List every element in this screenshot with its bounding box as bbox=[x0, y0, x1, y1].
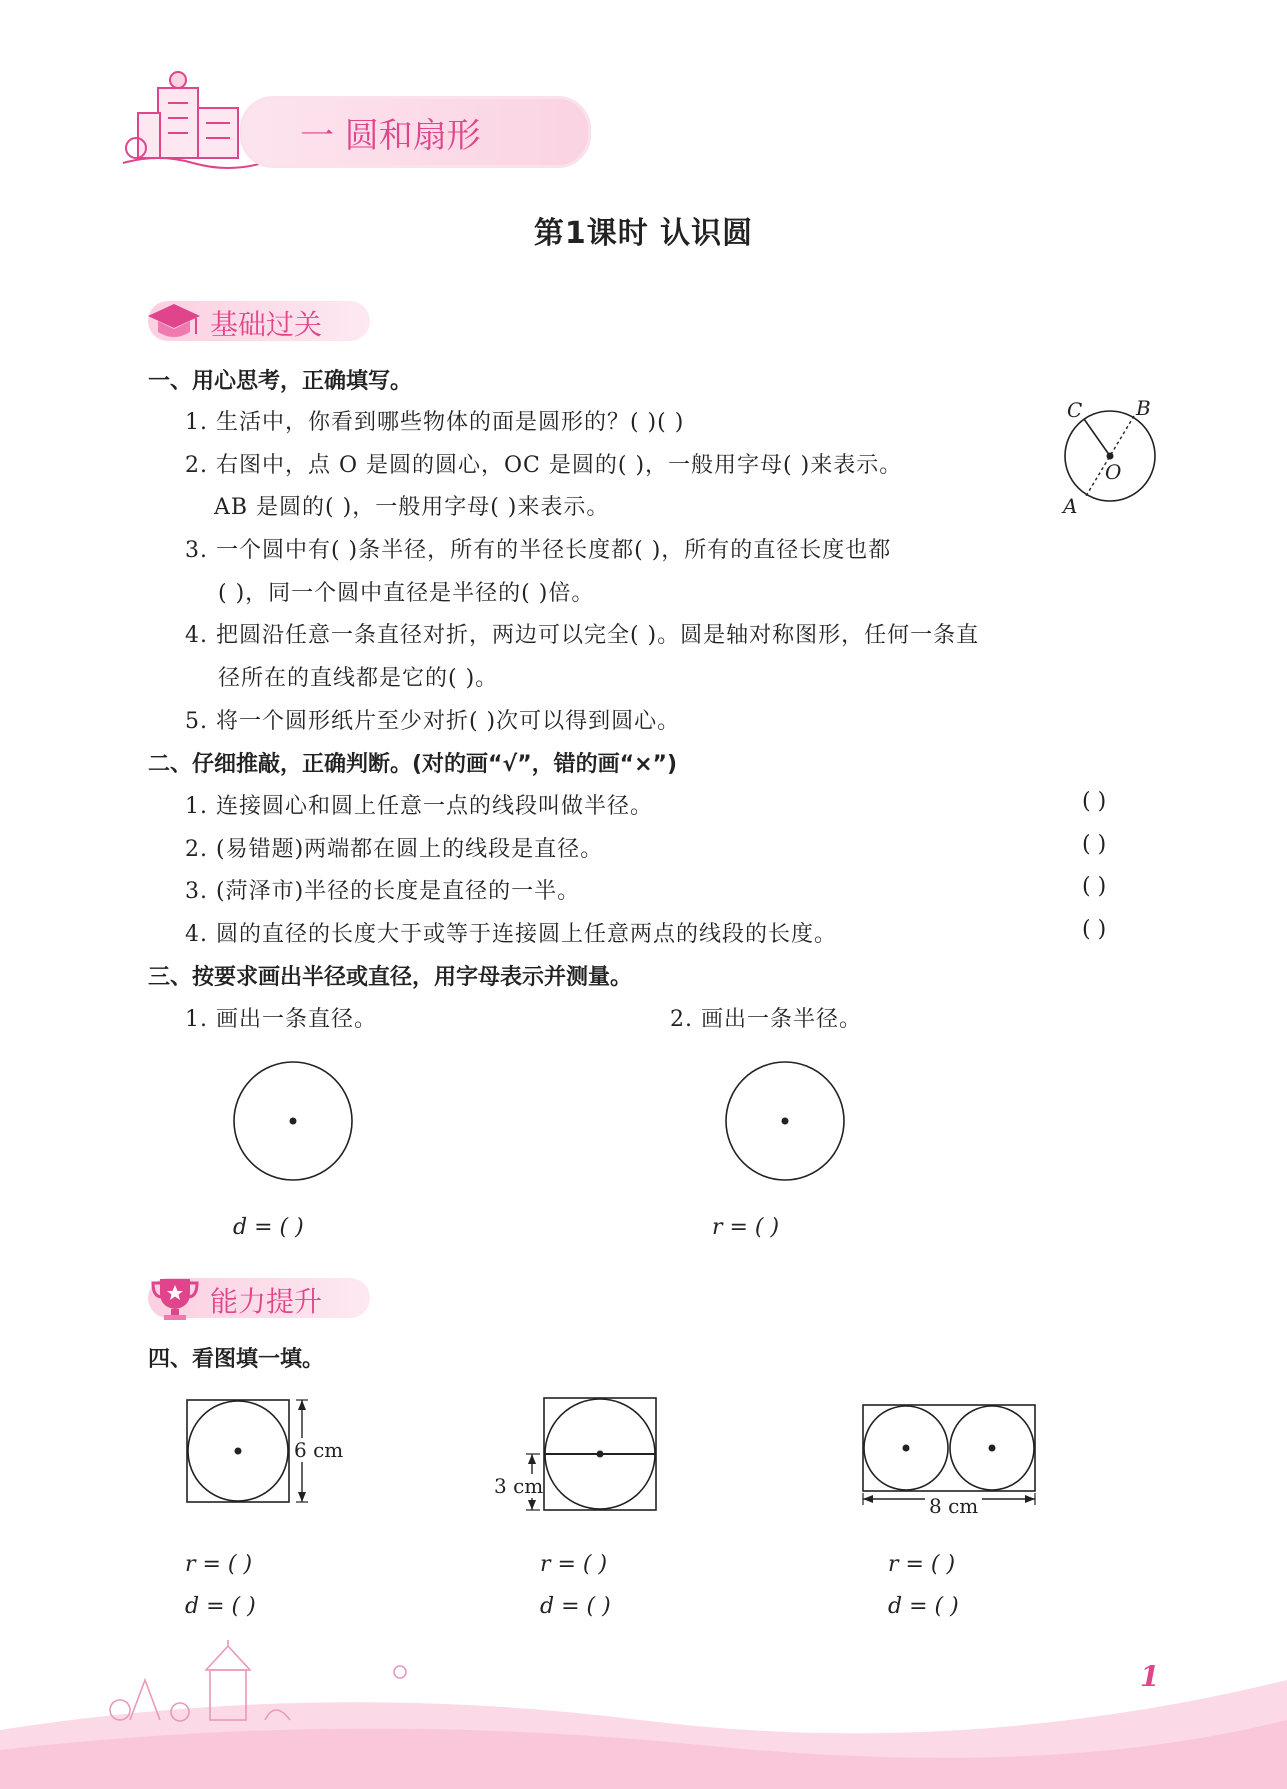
draw-task-1: 1. 画出一条直径。 bbox=[185, 1007, 377, 1032]
question-1-3-line2: ( )，同一个圆中直径是半径的( )倍。 bbox=[218, 581, 595, 606]
figure-label-a: A bbox=[1063, 494, 1078, 518]
figure-label-b: B bbox=[1136, 396, 1151, 420]
part4-heading: 四、看图填一填。 bbox=[148, 1347, 325, 1372]
judge-item-1: 1. 连接圆心和圆上任意一点的线段叫做半径。 bbox=[185, 794, 653, 819]
figure-square-circle-3cm bbox=[520, 1390, 660, 1520]
judge-blank-3[interactable]: ( ) bbox=[1082, 874, 1107, 899]
lesson-title: 第1课时 认识圆 bbox=[533, 216, 754, 251]
question-1-4-line2: 径所在的直线都是它的( )。 bbox=[218, 666, 499, 691]
judge-blank-2[interactable]: ( ) bbox=[1082, 832, 1107, 857]
part2-heading: 二、仔细推敲，正确判断。(对的画“√”，错的画“×”) bbox=[148, 752, 678, 777]
draw-task-2: 2. 画出一条半径。 bbox=[670, 1007, 862, 1032]
judge-item-3: 3. (菏泽市)半径的长度是直径的一半。 bbox=[185, 879, 581, 904]
footer-wave-decoration bbox=[0, 1640, 1287, 1789]
page-number: 1 bbox=[1140, 1660, 1160, 1693]
answer-diameter[interactable]: d = ( ) bbox=[233, 1215, 304, 1240]
draw-circle-1[interactable] bbox=[230, 1058, 356, 1184]
question-1-2-line2: AB 是圆的( )，一般用字母( )来表示。 bbox=[214, 495, 610, 520]
judge-item-4: 4. 圆的直径的长度大于或等于连接圆上任意两点的线段的长度。 bbox=[185, 922, 837, 947]
part1-heading: 一、用心思考，正确填写。 bbox=[148, 369, 413, 394]
section-ability-label: 能力提升 bbox=[210, 1285, 323, 1318]
question-1-3-line1: 3. 一个圆中有( )条半径，所有的半径长度都( )，所有的直径长度也都 bbox=[185, 538, 892, 563]
graduation-cap-icon bbox=[146, 300, 202, 344]
fig1-radius-blank[interactable]: r = ( ) bbox=[185, 1552, 253, 1577]
section-basic-label: 基础过关 bbox=[210, 308, 323, 341]
question-1-1: 1. 生活中，你看到哪些物体的面是圆形的？( )( ) bbox=[185, 410, 685, 435]
fig2-radius-blank[interactable]: r = ( ) bbox=[540, 1552, 608, 1577]
fig1-diameter-blank[interactable]: d = ( ) bbox=[185, 1594, 256, 1619]
part3-heading: 三、按要求画出半径或直径，用字母表示并测量。 bbox=[148, 965, 633, 990]
answer-radius[interactable]: r = ( ) bbox=[712, 1215, 780, 1240]
figure-label-6cm: 6 cm bbox=[294, 1438, 344, 1462]
question-1-2-line1: 2. 右图中，点 O 是圆的圆心，OC 是圆的( )，一般用字母( )来表示。 bbox=[185, 453, 903, 478]
fig3-radius-blank[interactable]: r = ( ) bbox=[888, 1552, 956, 1577]
figure-square-circle-6cm bbox=[180, 1390, 310, 1510]
figure-label-o: O bbox=[1105, 460, 1122, 484]
question-1-5: 5. 将一个圆形纸片至少对折( )次可以得到圆心。 bbox=[185, 709, 681, 734]
trophy-icon bbox=[150, 1275, 200, 1323]
fig3-diameter-blank[interactable]: d = ( ) bbox=[888, 1594, 959, 1619]
judge-blank-4[interactable]: ( ) bbox=[1082, 917, 1107, 942]
figure-label-c: C bbox=[1067, 398, 1083, 422]
chapter-title: 一 圆和扇形 bbox=[300, 116, 481, 156]
draw-circle-2[interactable] bbox=[722, 1058, 848, 1184]
fig2-diameter-blank[interactable]: d = ( ) bbox=[540, 1594, 611, 1619]
figure-label-3cm: 3 cm bbox=[494, 1474, 544, 1498]
figure-label-8cm: 8 cm bbox=[925, 1494, 982, 1518]
judge-item-2: 2. (易错题)两端都在圆上的线段是直径。 bbox=[185, 837, 604, 862]
judge-blank-1[interactable]: ( ) bbox=[1082, 789, 1107, 814]
question-1-4-line1: 4. 把圆沿任意一条直径对折，两边可以完全( )。圆是轴对称图形，任何一条直 bbox=[185, 623, 980, 648]
